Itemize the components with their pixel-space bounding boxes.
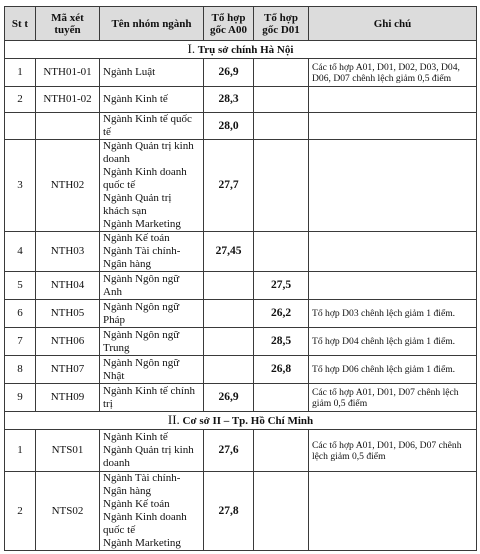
table-row [5, 87, 477, 113]
cell-d01 [254, 113, 309, 140]
header-d01: Tổ hợp gốc D01 [254, 7, 309, 41]
cell-stt: 2 [5, 472, 36, 551]
cell-stt [5, 113, 36, 140]
cell-group: Ngành Luật [100, 59, 204, 87]
cell-note [309, 87, 477, 113]
section-title [5, 412, 477, 430]
cell-group: Ngành Kinh tế chính trị [100, 384, 204, 412]
cell-code: NTH07 [36, 356, 100, 384]
cell-a00 [204, 300, 254, 328]
cell-code: NTH09 [36, 384, 100, 412]
cell-a00: 27,45 [204, 232, 254, 272]
cell-group: Ngành Ngôn ngữ Trung [100, 328, 204, 356]
cell-group: Ngành Kinh tế quốc tế [100, 113, 204, 140]
header-group: Tên nhóm ngành [100, 7, 204, 41]
cell-note: Các tổ hợp A01, D01, D07 chênh lệch giảm 0,5 điểm [309, 384, 477, 412]
cell-note: Các tổ hợp A01, D01, D02, D03, D04, D06, D07 chênh lệch giảm 0,5 điểm [309, 59, 477, 87]
cell-group: Ngành Kinh tế Ngành Quản trị kinh doanh [100, 430, 204, 472]
section-name: Trụ sở chính Hà Nội [195, 44, 294, 56]
cell-stt: 4 [5, 232, 36, 272]
cell-code: NTH04 [36, 272, 100, 300]
admission-score-table [4, 6, 477, 551]
header-stt: St t [5, 7, 36, 41]
cell-note: Tổ hợp D06 chênh lệch giảm 1 điểm. [309, 356, 477, 384]
table-body [5, 41, 477, 551]
cell-stt: 9 [5, 384, 36, 412]
table-row [5, 356, 477, 384]
cell-d01: 27,5 [254, 272, 309, 300]
cell-d01: 26,2 [254, 300, 309, 328]
table-row [5, 59, 477, 87]
cell-a00: 27,7 [204, 140, 254, 232]
cell-group: Ngành Ngôn ngữ Nhật [100, 356, 204, 384]
cell-a00: 26,9 [204, 384, 254, 412]
table-row [5, 232, 477, 272]
table-row [5, 300, 477, 328]
cell-a00: 27,8 [204, 472, 254, 551]
table-row [5, 113, 477, 140]
cell-stt: 2 [5, 87, 36, 113]
admission-score-table-wrapper [4, 6, 476, 551]
cell-note [309, 472, 477, 551]
cell-group: Ngành Ngôn ngữ Anh [100, 272, 204, 300]
cell-a00 [204, 272, 254, 300]
cell-a00: 27,6 [204, 430, 254, 472]
cell-d01: 28,5 [254, 328, 309, 356]
cell-group: Ngành Quản trị kinh doanh Ngành Kinh doanh quốc tế Ngành Quản trị khách sạn Ngành Marketing [100, 140, 204, 232]
cell-code: NTH01-02 [36, 87, 100, 113]
header-note: Ghi chú [309, 7, 477, 41]
table-row [5, 272, 477, 300]
cell-stt: 8 [5, 356, 36, 384]
cell-d01 [254, 232, 309, 272]
cell-code: NTH03 [36, 232, 100, 272]
table-row [5, 472, 477, 551]
cell-d01 [254, 430, 309, 472]
cell-code: NTH01-01 [36, 59, 100, 87]
cell-note: Tổ hợp D04 chênh lệch giảm 1 điểm. [309, 328, 477, 356]
header-row [5, 7, 477, 41]
cell-group: Ngành Ngôn ngữ Pháp [100, 300, 204, 328]
cell-d01 [254, 384, 309, 412]
cell-stt: 5 [5, 272, 36, 300]
cell-stt: 6 [5, 300, 36, 328]
cell-code: NTH02 [36, 140, 100, 232]
cell-code: NTS02 [36, 472, 100, 551]
cell-d01 [254, 87, 309, 113]
cell-stt: 1 [5, 430, 36, 472]
cell-a00: 28,0 [204, 113, 254, 140]
cell-a00: 26,9 [204, 59, 254, 87]
cell-group: Ngành Kế toán Ngành Tài chính-Ngân hàng [100, 232, 204, 272]
cell-note: Các tổ hợp A01, D01, D06, D07 chênh lệch giảm 0,5 điểm [309, 430, 477, 472]
section-row [5, 412, 477, 430]
table-row [5, 384, 477, 412]
cell-group: Ngành Kinh tế [100, 87, 204, 113]
section-row [5, 41, 477, 59]
cell-code: NTH05 [36, 300, 100, 328]
table-row [5, 430, 477, 472]
cell-a00: 28,3 [204, 87, 254, 113]
section-roman: II. [167, 412, 180, 427]
cell-d01: 26,8 [254, 356, 309, 384]
cell-note [309, 232, 477, 272]
cell-a00 [204, 328, 254, 356]
cell-note [309, 113, 477, 140]
cell-group: Ngành Tài chính-Ngân hàng Ngành Kế toán Ngành Kinh doanh quốc tế Ngành Marketing [100, 472, 204, 551]
cell-note [309, 140, 477, 232]
cell-a00 [204, 356, 254, 384]
cell-code: NTH06 [36, 328, 100, 356]
cell-code [36, 113, 100, 140]
section-title [5, 41, 477, 59]
cell-code: NTS01 [36, 430, 100, 472]
cell-d01 [254, 472, 309, 551]
cell-d01 [254, 59, 309, 87]
cell-note: Tổ hợp D03 chênh lệch giảm 1 điểm. [309, 300, 477, 328]
table-row [5, 328, 477, 356]
cell-note [309, 272, 477, 300]
section-name: Cơ sở II – Tp. Hồ Chí Minh [179, 415, 314, 427]
section-roman: I. [187, 41, 196, 56]
cell-stt: 1 [5, 59, 36, 87]
cell-d01 [254, 140, 309, 232]
header-code: Mã xét tuyển [36, 7, 100, 41]
cell-stt: 3 [5, 140, 36, 232]
table-row [5, 140, 477, 232]
header-a00: Tổ hợp gốc A00 [204, 7, 254, 41]
cell-stt: 7 [5, 328, 36, 356]
